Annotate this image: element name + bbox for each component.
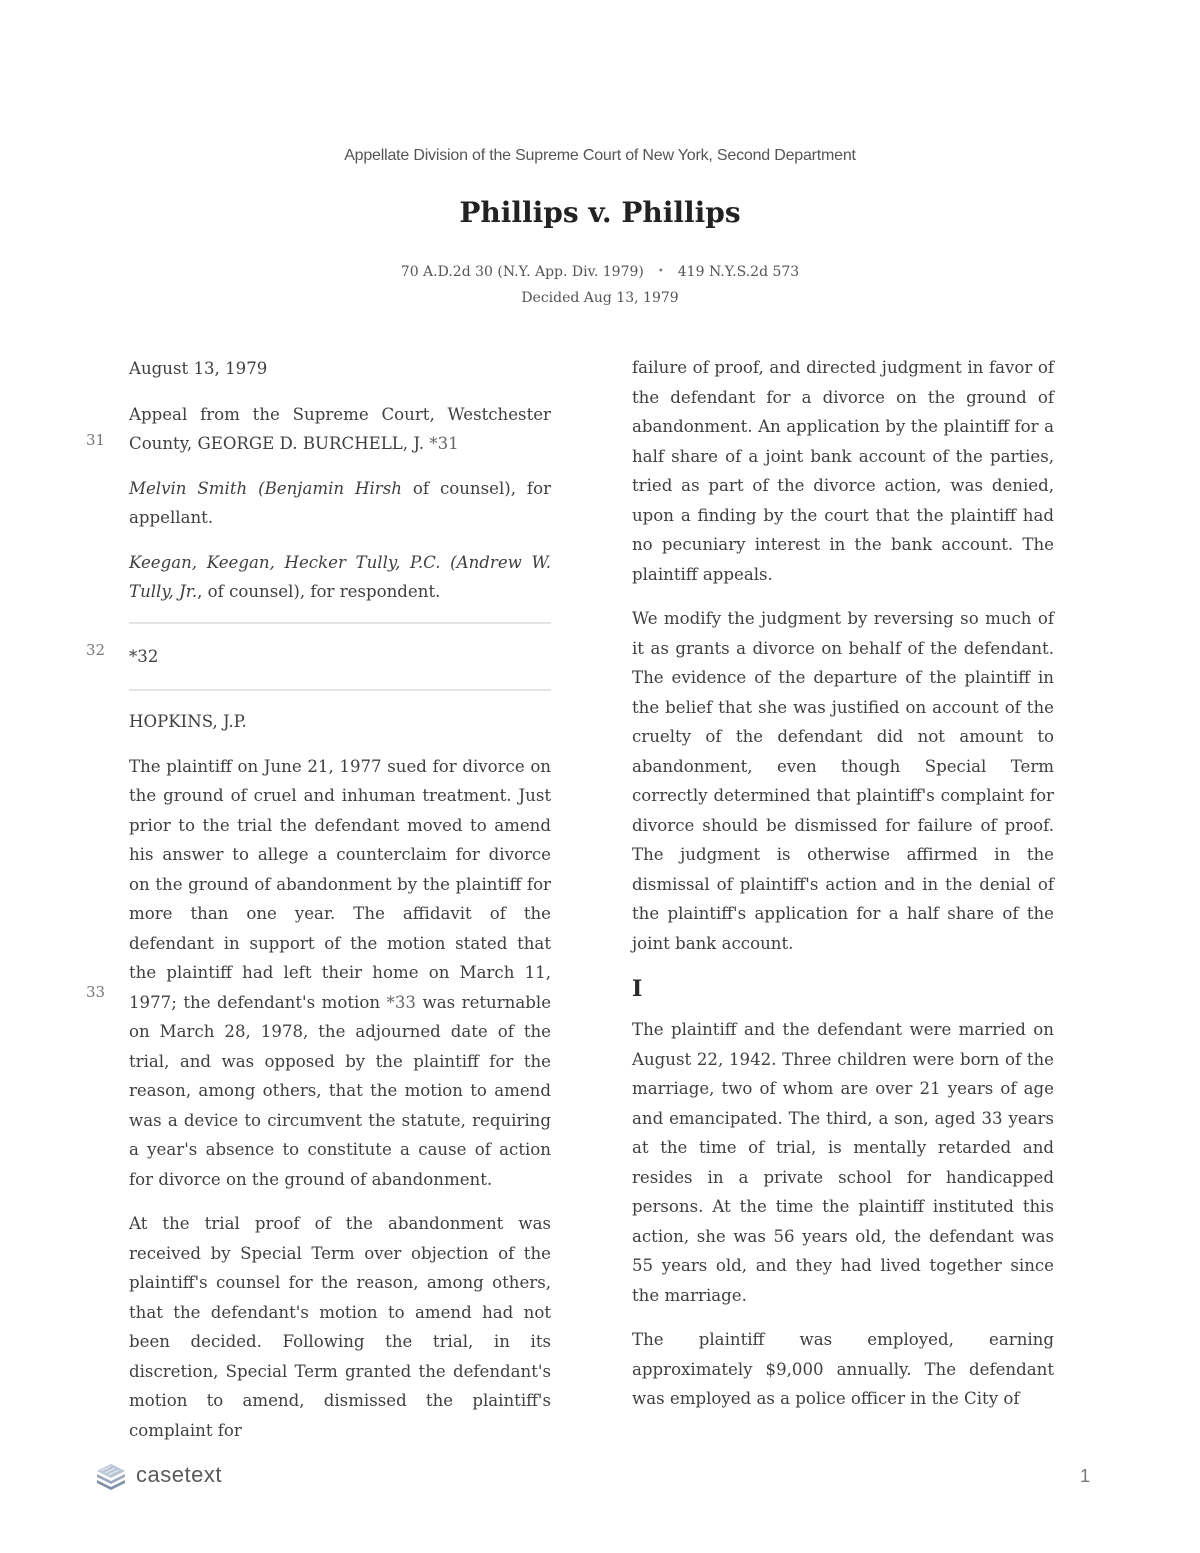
- body-paragraph: The plaintiff and the defendant were married on August 22, 1942. Three children were born of the marriage, two of whom are over 21 years of age and emancipated. The third, a son, aged 33 years at the time of trial, is mentally retarded and resides in a private school for handicapped persons. At the time the plaintiff instituted this action, she was 56 years old, the defendant was 55 years old, and they had lived together since the marriage.: [632, 1020, 1054, 1305]
- citation-line: [0, 264, 1200, 280]
- page-number: 1: [1080, 1466, 1091, 1486]
- body-text: was returnable on March 28, 1978, the adjourned date of the trial, and was opposed by the plaintiff for the reason, among others, that the motion to amend was a device to circumvent the statute, requiring a year's absence to constitute a cause of action for divorce on the ground of abandonment.: [129, 992, 552, 1189]
- left-column: [129, 354, 551, 1460]
- casetext-logo[interactable]: [94, 1458, 222, 1492]
- casetext-logo-icon: [94, 1458, 128, 1492]
- margin-page-number-32: 32: [86, 641, 106, 659]
- star-page-32: *32: [129, 646, 159, 666]
- body-paragraph: The plaintiff was employed, earning approximately $9,000 annually. The defendant was employed as a police officer in the City of: [632, 1330, 1054, 1408]
- divider: [129, 689, 551, 691]
- section-heading: I: [632, 976, 643, 1002]
- case-title: Phillips v. Phillips: [459, 196, 741, 229]
- citation-separator: •: [657, 266, 664, 277]
- opinion-date: August 13, 1979: [129, 359, 268, 378]
- judge-name: HOPKINS, J.P.: [129, 712, 247, 731]
- citation-secondary: 419 N.Y.S.2d 573: [677, 264, 800, 280]
- appeal-text: Appeal from the Supreme Court, Westchester County, GEORGE D. BURCHELL, J.: [129, 404, 551, 453]
- divider: [129, 622, 551, 624]
- counsel-respondent-names: Keegan, Keegan, Hecker Tully, P.C. (Andrew W. Tully, Jr.: [129, 552, 551, 601]
- body-paragraph: At the trial proof of the abandonment was received by Special Term over objection of the plaintiff's counsel for the reason, among others, that the defendant's motion to amend had not been decided. Following the trial, in its discretion, Special Term granted the defendant's motion to amend, dismissed the plaintiff's complaint for: [129, 1214, 551, 1440]
- star-page-33: *33: [386, 992, 416, 1012]
- counsel-respondent: [129, 548, 551, 607]
- decided-date: Decided Aug 13, 1979: [521, 290, 679, 306]
- citation-primary: 70 A.D.2d 30 (N.Y. App. Div. 1979): [400, 264, 644, 280]
- body-paragraph: failure of proof, and directed judgment in favor of the defendant for a divorce on the ground of abandonment. An application by the plaintiff for a half share of a joint bank account of the parties, tried as part of the divorce action, was denied, upon a finding by the court that the plaintiff had no pecuniary interest in the bank account. The plaintiff appeals.: [632, 358, 1054, 584]
- star-page-31: *31: [429, 434, 459, 453]
- counsel-appellant-rest: of counsel), for appellant.: [129, 478, 551, 527]
- counsel-respondent-rest: , of counsel), for respondent.: [197, 582, 441, 601]
- casetext-logo-text: casetext: [136, 1462, 222, 1487]
- counsel-appellant: [129, 474, 551, 533]
- body-text: The plaintiff on June 21, 1977 sued for divorce on the ground of cruel and inhuman treatment. Just prior to the trial the defendant moved to amend his answer to allege a counterclaim for divorce on the ground of abandonment by the plaintiff for more than one year. The affidavit of the defendant in support of the motion stated that the plaintiff had left their home on March 11, 1977; the defendant's motion: [129, 756, 551, 1012]
- right-column: [632, 353, 1054, 1429]
- margin-page-number-33: 33: [86, 983, 106, 1001]
- appeal-paragraph: [129, 400, 551, 459]
- margin-page-number-31: 31: [86, 431, 106, 449]
- body-paragraph: We modify the judgment by reversing so much of it as grants a divorce on behalf of the defendant. The evidence of the departure of the plaintiff in the belief that she was justified on account of the cruelty of the defendant did not amount to abandonment, even though Special Term correctly determined that plaintiff's complaint for divorce should be dismissed for failure of proof. The judgment is otherwise affirmed in the dismissal of plaintiff's action and in the denial of the plaintiff's application for a half share of the joint bank account.: [632, 609, 1054, 953]
- counsel-appellant-names: Melvin Smith (Benjamin Hirsh: [129, 478, 402, 498]
- body-paragraph: [129, 752, 551, 1195]
- court-name: Appellate Division of the Supreme Court of New York, Second Department: [344, 147, 856, 164]
